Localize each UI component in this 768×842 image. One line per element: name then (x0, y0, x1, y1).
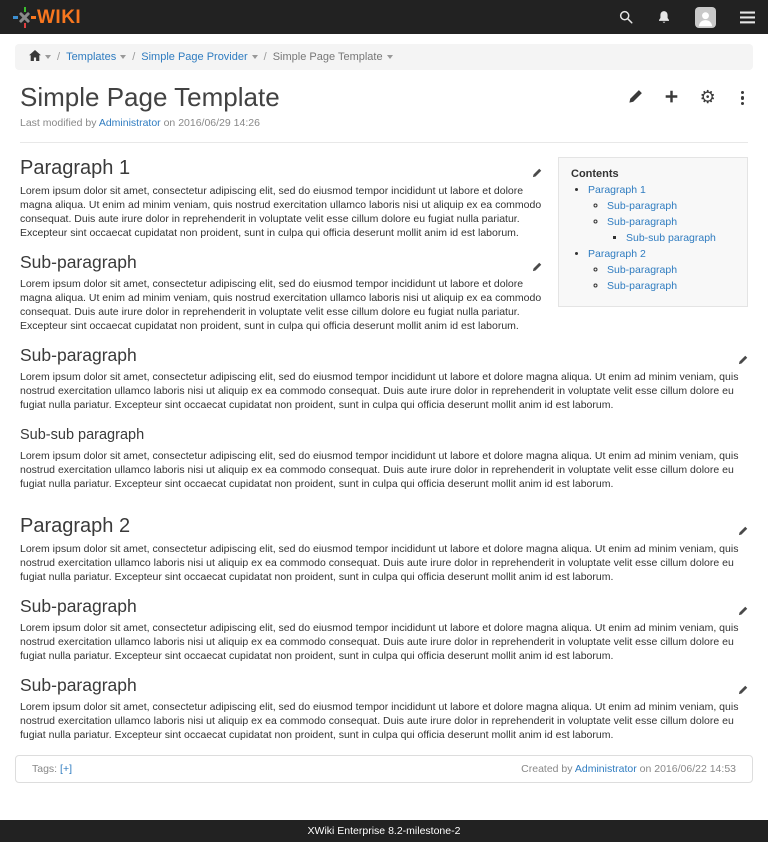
section-heading-text: Sub-paragraph (20, 675, 137, 695)
user-avatar[interactable] (695, 7, 716, 28)
section-heading-text: Sub-paragraph (20, 252, 137, 272)
toc-link-sub-paragraph[interactable]: Sub-paragraph (607, 200, 678, 212)
version-text: XWiki Enterprise 8.2-milestone-2 (307, 825, 461, 837)
title-divider (20, 142, 748, 143)
section-edit-pencil-icon[interactable] (738, 349, 748, 369)
section-heading-text: Sub-paragraph (20, 345, 137, 365)
add-tag-button[interactable]: [+] (60, 763, 72, 775)
chevron-down-icon[interactable] (252, 55, 258, 59)
section-body: Lorem ipsum dolor sit amet, consectetur adipiscing elit, sed do eiusmod tempor incididunt ut labore et dolore magna aliqua. Ut enim ad minim veniam, quis nostrud exercitation ullamco laboris nisi ut aliquip ex ea commodo consequat. Duis aute irure dolor in reprehenderit in voluptate velit esse cillum dolore eu fugiat nulla pariatur. Excepteur sint occaecat cupidatat non proident, sunt in culpa qui officia deserunt mollit anim id est laborum. (20, 543, 739, 583)
section-heading (20, 427, 748, 444)
toc-item (607, 198, 735, 214)
section-heading-text: Sub-paragraph (20, 596, 137, 616)
section-body: Lorem ipsum dolor sit amet, consectetur adipiscing elit, sed do eiusmod tempor incididunt ut labore et dolore magna aliqua. Ut enim ad minim veniam, quis nostrud exercitation ullamco laboris nisi ut aliquip ex ea commodo consequat. Duis aute irure dolor in reprehenderit in voluptate velit esse cillum dolore eu fugiat nulla pariatur. Excepteur sint occaecat cupidatat non proident, sunt in culpa qui officia deserunt mollit anim id est laborum. (20, 701, 739, 741)
section-body: Lorem ipsum dolor sit amet, consectetur adipiscing elit, sed do eiusmod tempor incididunt ut labore et dolore magna aliqua. Ut enim ad minim veniam, quis nostrud exercitation ullamco laboris nisi ut aliquip ex ea commodo consequat. Duis aute irure dolor in reprehenderit in voluptate velit esse cillum dolore eu fugiat nulla pariatur. Excepteur sint occaecat cupidatat non proident, sunt in culpa qui officia deserunt mollit anim id est laborum. (20, 278, 542, 332)
contents-panel (558, 157, 748, 307)
breadcrumb (15, 44, 753, 70)
version-bar (0, 820, 768, 842)
section-body: Lorem ipsum dolor sit amet, consectetur adipiscing elit, sed do eiusmod tempor incididunt ut labore et dolore magna aliqua. Ut enim ad minim veniam, quis nostrud exercitation ullamco laboris nisi ut aliquip ex ea commodo consequat. Duis aute irure dolor in reprehenderit in voluptate velit esse cillum dolore eu fugiat nulla pariatur. Excepteur sint occaecat cupidatat non proident, sunt in culpa qui officia deserunt mollit anim id est laborum. (20, 185, 542, 239)
section-heading-text: Paragraph 1 (20, 157, 131, 179)
kebab-dot (741, 102, 744, 105)
breadcrumb-separator: / (132, 51, 136, 63)
navbar-icons (619, 7, 755, 28)
modified-user-link[interactable]: Administrator (98, 117, 161, 129)
create-button[interactable] (664, 89, 679, 107)
page-title: Simple Page Template (20, 82, 280, 112)
created-line (521, 763, 736, 775)
section-heading-text: Sub-sub paragraph (20, 427, 145, 443)
toc-item (607, 262, 735, 278)
chevron-down-icon[interactable] (120, 55, 126, 59)
home-icon (29, 50, 41, 64)
section-sub-paragraph-4 (20, 675, 748, 742)
breadcrumb-current-label: Simple Page Template (272, 51, 383, 63)
edit-button[interactable] (628, 89, 643, 107)
notifications-bell-icon[interactable] (657, 10, 671, 25)
title-row (20, 82, 748, 112)
toc-item (607, 214, 735, 246)
drawer-menu-icon[interactable] (740, 11, 755, 24)
section-edit-pencil-icon[interactable] (532, 161, 542, 183)
page-action-buttons (628, 82, 748, 107)
toc-item (588, 246, 735, 294)
breadcrumb-item-simple-page-provider[interactable] (141, 51, 257, 63)
section-heading (20, 515, 748, 537)
toc-link-sub-paragraph[interactable]: Sub-paragraph (607, 280, 678, 292)
section-heading-text: Paragraph 2 (20, 515, 131, 537)
toc-link-sub-paragraph[interactable]: Sub-paragraph (607, 216, 678, 228)
section-body: Lorem ipsum dolor sit amet, consectetur adipiscing elit, sed do eiusmod tempor incididunt ut labore et dolore magna aliqua. Ut enim ad minim veniam, quis nostrud exercitation ullamco laboris nisi ut aliquip ex ea commodo consequat. Duis aute irure dolor in reprehenderit in voluptate velit esse cillum dolore eu fugiat nulla pariatur. Excepteur sint occaecat cupidatat non proident, sunt in culpa qui officia deserunt mollit anim id est laborum. (20, 450, 739, 490)
section-heading (20, 675, 748, 695)
section-body: Lorem ipsum dolor sit amet, consectetur adipiscing elit, sed do eiusmod tempor incididunt ut labore et dolore magna aliqua. Ut enim ad minim veniam, quis nostrud exercitation ullamco laboris nisi ut aliquip ex ea commodo consequat. Duis aute irure dolor in reprehenderit in voluptate velit esse cillum dolore eu fugiat nulla pariatur. Excepteur sint occaecat cupidatat non proident, sunt in culpa qui officia deserunt mollit anim id est laborum. (20, 371, 739, 411)
section-heading (20, 345, 748, 365)
tags-label: Tags: (32, 763, 58, 775)
section-edit-pencil-icon[interactable] (738, 679, 748, 699)
breadcrumb-item-current (273, 51, 393, 63)
toc-link-paragraph-1[interactable]: Paragraph 1 (588, 184, 646, 196)
pencil-icon (628, 89, 643, 107)
kebab-dot (741, 91, 744, 94)
section-paragraph-2 (20, 515, 748, 584)
gear-icon: ⚙ (699, 87, 716, 108)
xwiki-x-icon (13, 6, 35, 28)
top-navbar (0, 0, 768, 34)
created-prefix: Created by (521, 763, 573, 775)
chevron-down-icon[interactable] (387, 55, 393, 59)
toc-link-paragraph-2[interactable]: Paragraph 2 (588, 248, 646, 260)
search-icon[interactable] (619, 10, 633, 24)
main-content-area (0, 82, 768, 742)
breadcrumb-item-templates[interactable] (66, 51, 126, 63)
breadcrumb-separator: / (57, 51, 61, 63)
kebab-dot (741, 96, 744, 99)
section-sub-paragraph-3 (20, 596, 748, 663)
breadcrumb-link[interactable]: Simple Page Provider (141, 51, 248, 63)
toc-link-sub-sub-paragraph[interactable]: Sub-sub paragraph (626, 232, 716, 244)
toc-item (588, 182, 735, 246)
modified-prefix: Last modified by (20, 117, 97, 129)
breadcrumb-link[interactable]: Templates (66, 51, 117, 63)
toc-item (626, 230, 735, 246)
section-edit-pencil-icon[interactable] (738, 519, 748, 541)
section-sub-sub-paragraph (20, 427, 748, 491)
section-edit-pencil-icon[interactable] (738, 600, 748, 620)
created-suffix: on 2016/06/22 14:53 (639, 763, 736, 775)
plus-icon (664, 89, 679, 107)
modified-suffix: on 2016/06/29 14:26 (163, 117, 260, 129)
section-sub-paragraph-2 (20, 345, 748, 412)
chevron-down-icon[interactable] (45, 55, 51, 59)
document-footer (15, 755, 753, 783)
settings-button[interactable] (699, 87, 716, 108)
section-heading (20, 596, 748, 616)
xwiki-logo[interactable] (13, 6, 81, 28)
contents-title: Contents (571, 168, 619, 180)
toc-item (607, 278, 735, 294)
more-actions-button[interactable] (737, 90, 748, 107)
breadcrumb-separator: / (263, 51, 267, 63)
toc-link-sub-paragraph[interactable]: Sub-paragraph (607, 264, 678, 276)
created-user-link[interactable]: Administrator (574, 763, 637, 775)
section-body: Lorem ipsum dolor sit amet, consectetur adipiscing elit, sed do eiusmod tempor incididunt ut labore et dolore magna aliqua. Ut enim ad minim veniam, quis nostrud exercitation ullamco laboris nisi ut aliquip ex ea commodo consequat. Duis aute irure dolor in reprehenderit in voluptate velit esse cillum dolore eu fugiat nulla pariatur. Excepteur sint occaecat cupidatat non proident, sunt in culpa qui officia deserunt mollit anim id est laborum. (20, 622, 739, 662)
tags-area (32, 763, 72, 775)
breadcrumb-home[interactable] (29, 50, 51, 64)
logo-text: WIKI (37, 6, 82, 28)
last-modified-line (20, 117, 748, 129)
document-content (20, 157, 748, 742)
section-edit-pencil-icon[interactable] (532, 256, 542, 276)
